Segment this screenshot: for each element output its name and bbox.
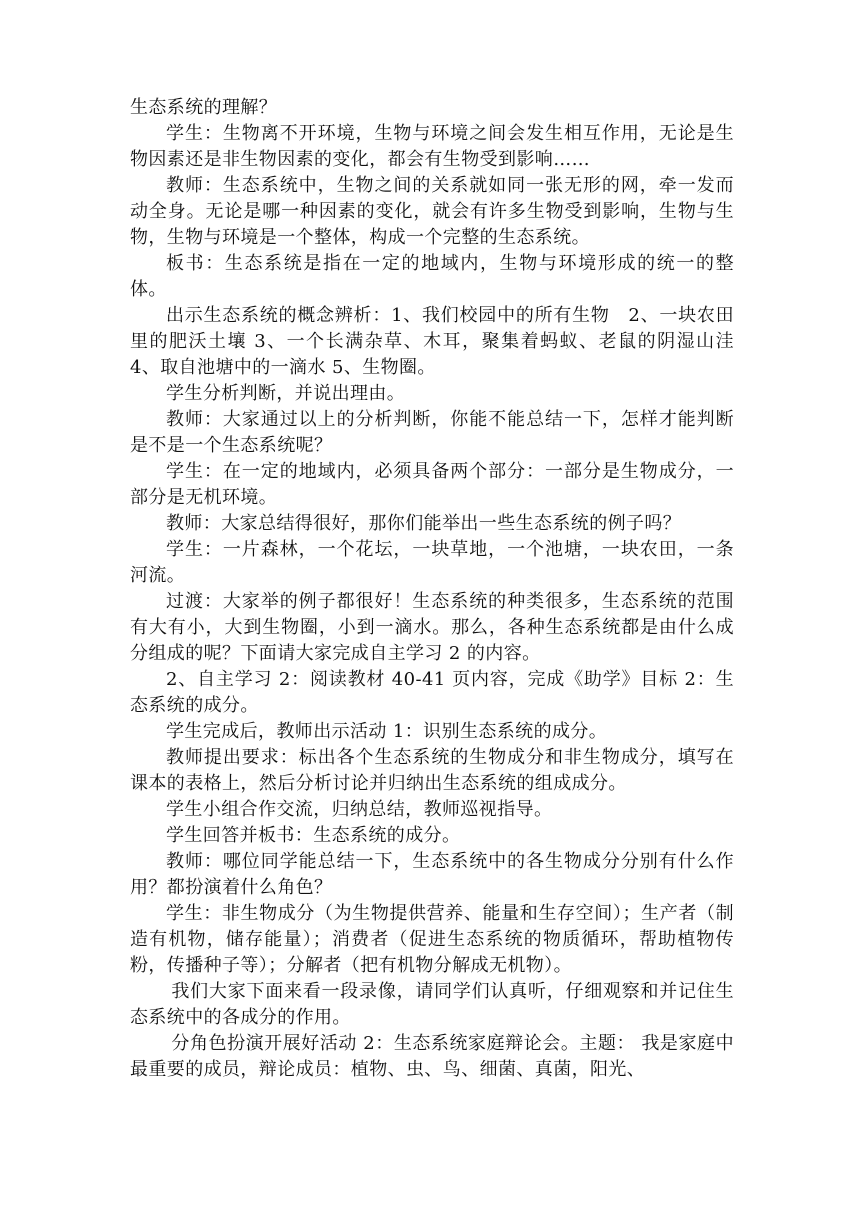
paragraph-teacher-3: 教师：大家总结得很好，那你们能举出一些生态系统的例子吗？ xyxy=(166,513,682,534)
paragraph-student-answer-2: 学生：在一定的地域内，必须具备两个部分：一部分是生物成分，一部分是无机环境。 xyxy=(130,461,734,508)
paragraph-video: 我们大家下面来看一段录像，请同学们认真听，仔细观察和并记住生态系统中的各成分的作用。 xyxy=(130,981,734,1028)
paragraph-teacher-2: 教师：大家通过以上的分析判断，你能不能总结一下，怎样才能判断是不是一个生态系统呢？ xyxy=(130,409,734,456)
paragraph-activity-1: 学生完成后，教师出示活动 1：识别生态系统的成分。 xyxy=(166,721,608,742)
paragraph-student-answer-3: 学生：一片森林，一个花坛，一块草地，一个池塘，一块农田，一条河流。 xyxy=(130,539,734,586)
paragraph-transition: 过渡：大家举的例子都很好！生态系统的种类很多，生态系统的范围有大有小，大到生物圈，小到一滴水。那么，各种生态系统都是由什么成分组成的呢？下面请大家完成自主学习 2 的内容。 xyxy=(130,591,734,664)
paragraph-student-judge: 学生分析判断，并说出理由。 xyxy=(166,383,406,404)
paragraph-teacher-4: 教师：哪位同学能总结一下，生态系统中的各生物成分分别有什么作用？都扮演着什么角色？ xyxy=(130,851,734,898)
paragraph-concept-analysis: 出示生态系统的概念辨析：1、我们校园中的所有生物 2、一块农田里的肥沃土壤 3、一个长满杂草、木耳，聚集着蚂蚁、老鼠的阴湿山洼 4、取自池塘中的一滴水 5、生物圈。 xyxy=(130,305,734,378)
paragraph-activity-2: 分角色扮演开展好活动 2：生态系统家庭辩论会。主题： 我是家庭中最重要的成员，辩论成员：植物、虫、鸟、细菌、真菌，阳光、 xyxy=(130,1033,734,1080)
paragraph-student-answer-1: 学生：生物离不开环境，生物与环境之间会发生相互作用，无论是生物因素还是非生物因素的变化，都会有生物受到影响…… xyxy=(130,123,734,170)
paragraph-continuation: 生态系统的理解？ xyxy=(130,97,278,118)
paragraph-teacher-1: 教师：生态系统中，生物之间的关系就如同一张无形的网，牵一发而动全身。无论是哪一种因素的变化，就会有许多生物受到影响，生物与生物，生物与环境是一个整体，构成一个完整的生态系统。 xyxy=(130,175,734,248)
paragraph-blackboard-2: 学生回答并板书：生态系统的成分。 xyxy=(166,825,461,846)
paragraph-self-study-2: 2、自主学习 2：阅读教材 40-41 页内容，完成《助学》目标 2：生态系统的成分。 xyxy=(130,669,734,716)
paragraph-student-answer-4: 学生：非生物成分（为生物提供营养、能量和生存空间）；生产者（制造有机物，储存能量）；消费者（促进生态系统的物质循环，帮助植物传粉，传播种子等）；分解者（把有机物分解成无机物）。 xyxy=(130,903,734,976)
document-page xyxy=(130,95,734,1083)
paragraph-teacher-requirements: 教师提出要求：标出各个生态系统的生物成分和非生物成分，填写在课本的表格上，然后分析讨论并归纳出生态系统的组成成分。 xyxy=(130,747,734,794)
paragraph-blackboard-1: 板书：生态系统是指在一定的地域内，生物与环境形成的统一的整体。 xyxy=(130,253,734,300)
paragraph-group-work: 学生小组合作交流，归纳总结，教师巡视指导。 xyxy=(166,799,553,820)
